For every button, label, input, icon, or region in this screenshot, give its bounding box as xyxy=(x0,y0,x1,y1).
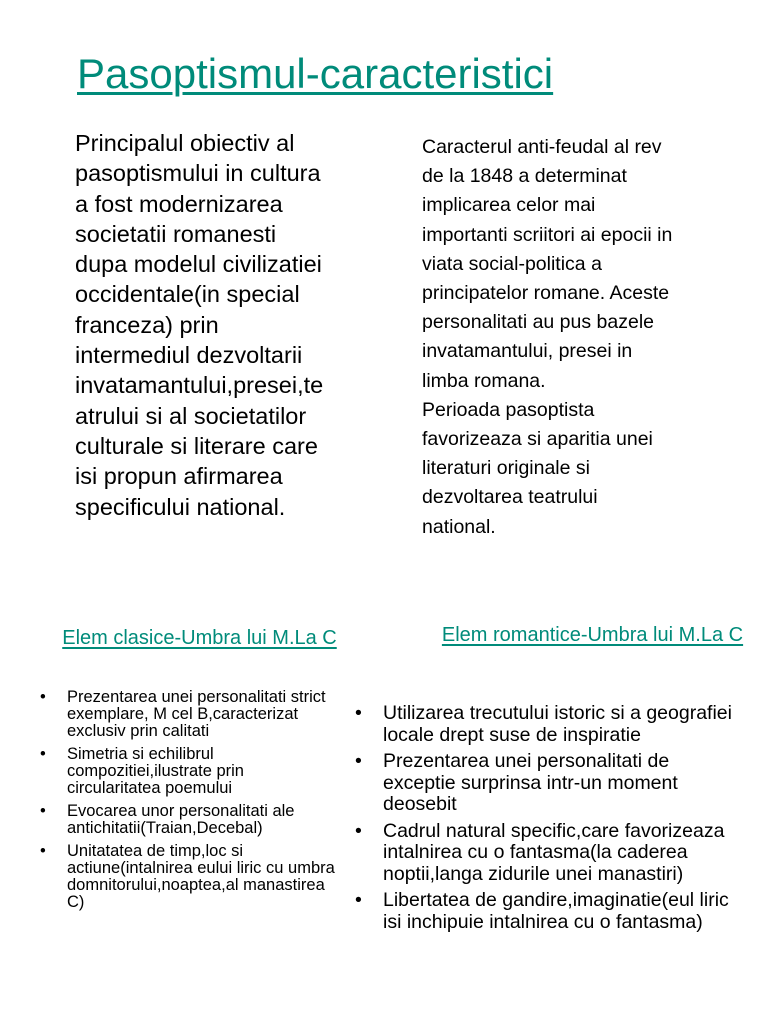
list-item: • Unitatatea de timp,loc si actiune(intalnirea eului liric cu umbra domnitorului,noaptea,al manastirea C) xyxy=(67,843,342,911)
classic-elements-list xyxy=(67,689,342,917)
classic-elements-heading: Elem clasice-Umbra lui M.La C xyxy=(62,627,337,649)
intro-paragraph-left: Principalul obiectiv al pasoptismului in cultura a fost modernizarea societatii romanesti dupa modelul civilizatiei occidentale(in special franceza) prin intermediul dezvoltarii invatamantului,presei,te atrului si al societatilor culturale si literare care isi propun afirmarea specificului national. xyxy=(75,130,324,520)
page-title: Pasoptismul-caracteristici xyxy=(77,50,554,97)
romantic-elements-heading: Elem romantice-Umbra lui M.La C xyxy=(441,624,744,646)
list-item: • Prezentarea unei personalitati de exceptie surprinsa intr-un moment deosebit xyxy=(383,751,738,816)
list-item: • Utilizarea trecutului istoric si a geografiei locale drept suse de inspiratie xyxy=(383,703,738,746)
romantic-elements-list xyxy=(383,703,738,938)
list-item: • Simetria si echilibrul compozitiei,ilustrate prin circularitatea poemului xyxy=(67,746,342,797)
list-item: • Evocarea unor personalitati ale antichitatii(Traian,Decebal) xyxy=(67,803,342,837)
list-item: • Prezentarea unei personalitati strict exemplare, M cel B,caracterizat exclusiv prin calitati xyxy=(67,689,342,740)
list-item: • Libertatea de gandire,imaginatie(eul liric isi inchipuie intalnirea cu o fantasma) xyxy=(383,890,738,933)
intro-paragraph-right: Caracterul anti-feudal al rev de la 1848 a determinat implicarea celor mai importanti scriitori ai epocii in viata social-politica a principatelor romane. Aceste personalitati au pus bazele invatamantului, presei in limba romana. Perioada pasoptista favorizeaza si aparitia unei literaturi originale si dezvoltarea teatrului national. xyxy=(422,136,673,538)
list-item: • Cadrul natural specific,care favorizeaza intalnirea cu o fantasma(la caderea noptii,langa zidurile unei manastiri) xyxy=(383,821,738,886)
